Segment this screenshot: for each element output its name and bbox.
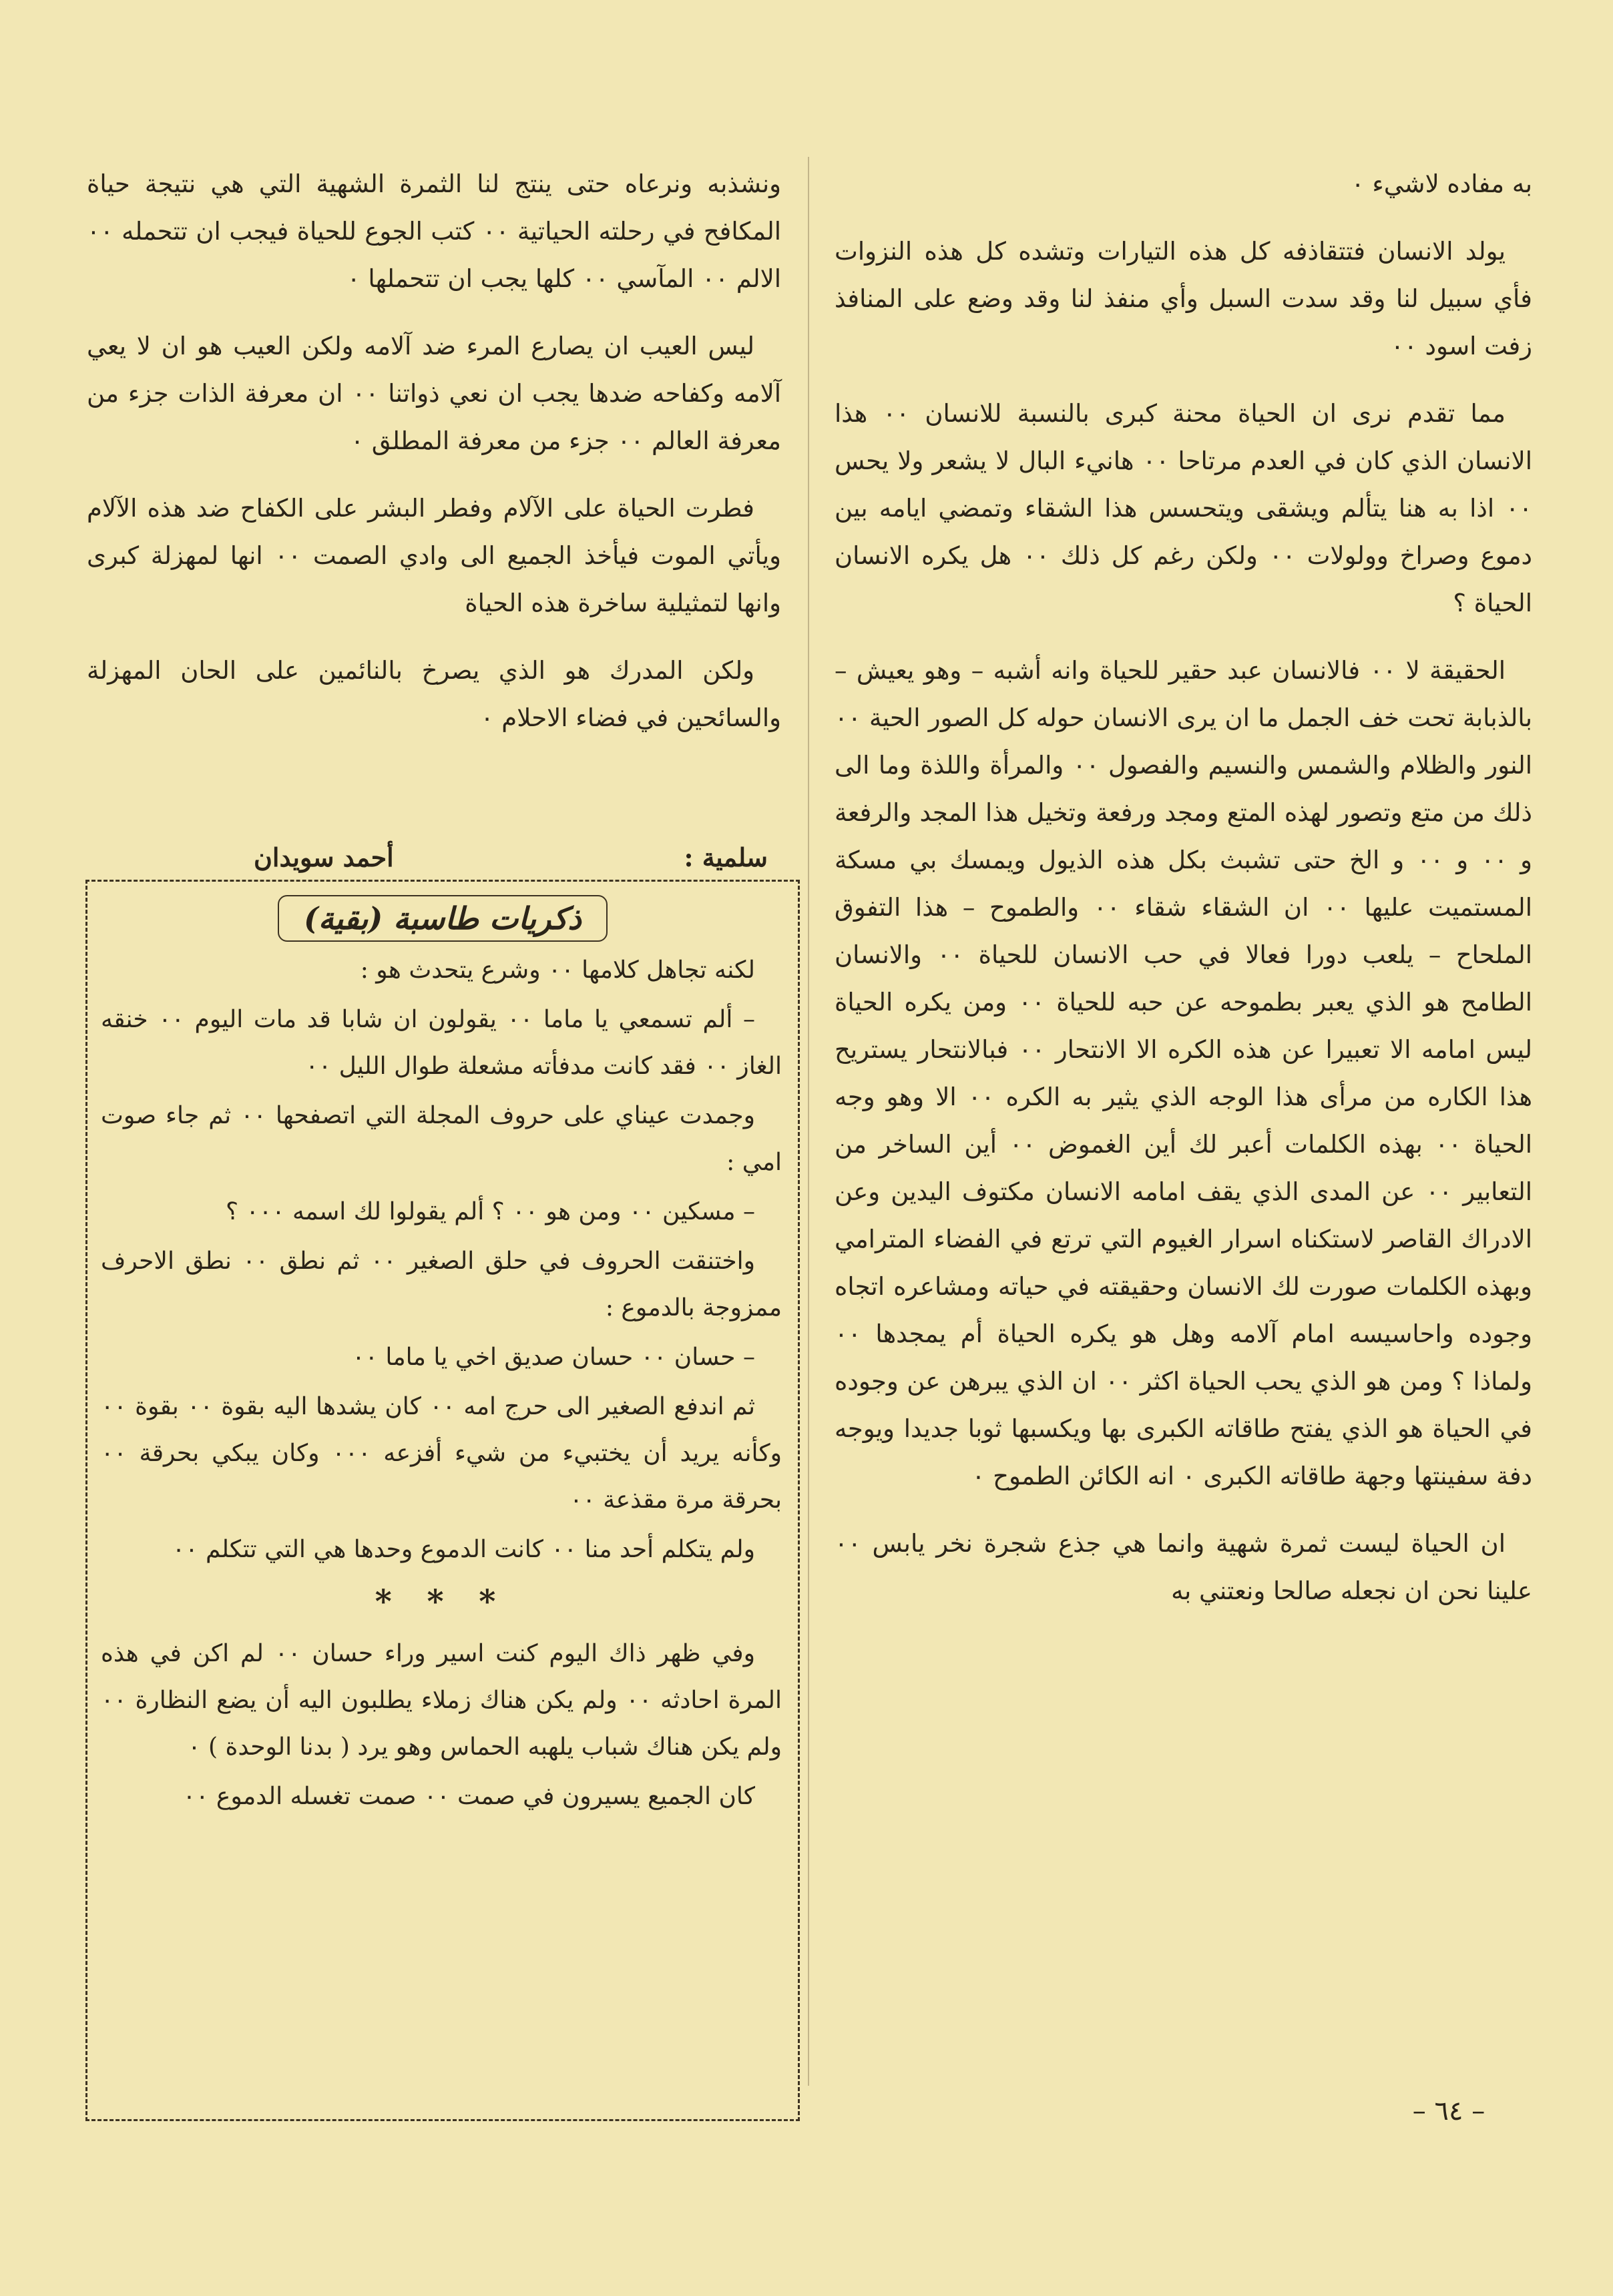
story-paragraph: – ألم تسمعي يا ماما ٠٠ يقولون ان شابا قد مات اليوم ٠٠ خنقه الغاز ٠٠ فقد كانت مدفأته مشعلة طوال الليل ٠٠: [101, 1006, 782, 1080]
paragraph: مما تقدم نرى ان الحياة محنة كبرى بالنسبة للانسان ٠٠ هذا الانسان الذي كان في العدم مرتاحا ٠٠ هانيء البال لا يشعر ولا يحس ٠٠ اذا به هنا يتألم ويشقى ويتحسس هذا الشقاء وتمضي ايامه بين دموع وصراخ وولولات ٠٠ ولكن رغم كل ذلك ٠٠ هل يكره الانسان الحياة ؟: [835, 399, 1532, 617]
paragraph: يولد الانسان فتتقاذفه كل هذه التيارات وتشده كل هذه النزوات فأي سبيل لنا وقد سدت السبل وأي منفذ لنا وقد وضع على المنافذ زفت اسود ٠٠: [835, 237, 1532, 360]
section-separator: * * *: [375, 1583, 508, 1621]
paragraph: فطرت الحياة على الآلام وفطر البشر على الكفاح ضد هذه الآلام ويأتي الموت فيأخذ الجميع الى وادي الصمت ٠٠ انها لمهزلة كبرى وانها لتمثيلية ساخرة هذه الحياة: [87, 494, 781, 617]
paragraph: به مفاده لاشيء ٠: [1351, 170, 1532, 198]
paragraph: ولكن المدرك هو الذي يصرخ بالنائمين على الحان المهزلة والسائحين في فضاء الاحلام ٠: [87, 656, 781, 732]
signature-place: سلمية :: [684, 842, 768, 872]
story-paragraph: – مسكين ٠٠ ومن هو ٠٠ ؟ ألم يقولوا لك اسمه ٠٠٠ ؟: [225, 1198, 755, 1225]
article-signature: [87, 842, 781, 882]
story-paragraph: وجمدت عيناي على حروف المجلة التي اتصفحها ٠٠ ثم جاء صوت امي :: [101, 1102, 782, 1176]
paragraph: ان الحياة ليست ثمرة شهية وانما هي جذع شجرة نخر يابس ٠٠ علينا نحن ان نجعله صالحا ونعتني به: [835, 1529, 1532, 1605]
right-column: [835, 160, 1532, 1635]
left-column: [87, 160, 781, 762]
story-paragraph: وفي ظهر ذاك اليوم كنت اسير وراء حسان ٠٠ لم اكن في هذه المرة احادثه ٠٠ ولم يكن هناك زملاء يطلبون اليه أن يضع النظارة ٠٠ ولم يكن هناك شباب يلهبه الحماس وهو يرد ( بدنا الوحدة ) ٠: [101, 1640, 782, 1761]
story-paragraph: – حسان ٠٠ حسان صديق اخي يا ماما ٠٠: [352, 1344, 755, 1371]
story-paragraph: ثم اندفع الصغير الى حرج امه ٠٠ كان يشدها اليه بقوة ٠٠ بقوة ٠٠ وكأنه يريد أن يختبيء من شيء أفزعه ٠٠٠ وكان يبكي بحرقة ٠٠ بحرقة مرة مقذعة ٠٠: [101, 1393, 782, 1514]
story-paragraph: لكنه تجاهل كلامها ٠٠ وشرع يتحدث هو :: [360, 956, 755, 984]
page-number: – ٦٤ –: [1412, 2096, 1485, 2126]
story-paragraph: ولم يتكلم أحد منا ٠٠ كانت الدموع وحدها هي التي تتكلم ٠٠: [172, 1536, 755, 1563]
story-body: [87, 947, 798, 1820]
story-paragraph: واختنقت الحروف في حلق الصغير ٠٠ ثم نطق ٠٠ نطق الاحرف ممزوجة بالدموع :: [101, 1247, 782, 1322]
column-divider: [808, 157, 809, 2086]
paragraph: ونشذبه ونرعاه حتى ينتج لنا الثمرة الشهية التي هي نتيجة حياة المكافح في رحلته الحياتية ٠٠ كتب الجوع للحياة فيجب ان تتحمله ٠٠ الالم ٠٠ المآسي ٠٠ كلها يجب ان تتحملها ٠: [87, 170, 781, 293]
story-box: [85, 880, 800, 2121]
paragraph: الحقيقة لا ٠٠ فالانسان عبد حقير للحياة وانه أشبه – وهو يعيش – بالذبابة تحت خف الجمل ما ان يرى الانسان حوله كل الصور الحية ٠٠ النور والظلام والشمس والنسيم والفصول ٠٠ والمرأة واللذة وما الى ذلك من متع وتصور لهذه المتع ومجد ورفعة وتخيل هذا المجد والرفعة و ٠٠ و ٠٠ و الخ حتى تشبث بكل هذه الذيول ويمسك بي مسكة المستميت عليها ٠٠ ان الشقاء شقاء ٠٠ والطموح – هذا التفوق الملحاح – يلعب دورا فعالا في حب الانسان للحياة ٠٠ والانسان الطامح هو الذي يعبر بطموحه عن حبه للحياة ٠٠ ومن يكره الحياة ليس امامه الا تعبيرا عن هذه الكره الا الانتحار ٠٠ فبالانتحار يستريح هذا الكاره من مرأى هذا الوجه الذي يثير به الكره ٠٠ الا وهو وجه الحياة ٠٠ بهذه الكلمات أعبر لك أين الغموض ٠٠ أين الساخر من التعابير ٠٠ عن المدى الذي يقف امامه الانسان مكتوف اليدين وعن الادراك القاصر لاستكناه اسرار الغيوم التي ترتع في الفضاء المترامي وبهذه الكلمات صورت لك الانسان وحقيقته في حياته ومشاعره اتجاه وجوده واحاسيسه امام آلامه وهل هو يكره الحياة أم يمجدها ٠٠ ولماذا ؟ ومن هو الذي يحب الحياة اكثر ٠٠ ان الذي يبرهن عن وجوده في الحياة هو الذي يفتح طاقاته الكبرى بها ويكسبها ثوبا جديدا ويوجه دفة سفينتها وجهة طاقاته الكبرى ٠ انه الكائن الطموح ٠: [835, 656, 1533, 1490]
signature-author: أحمد سويدان: [254, 842, 394, 872]
paragraph: ليس العيب ان يصارع المرء ضد آلامه ولكن العيب هو ان لا يعي آلامه وكفاحه ضدها يجب ان نعي ذواتنا ٠٠ ان معرفة الذات جزء من معرفة العالم ٠٠ جزء من معرفة المطلق ٠: [87, 332, 781, 455]
story-title: ذكريات طاسبة (بقية): [278, 895, 608, 942]
story-paragraph: كان الجميع يسيرون في صمت ٠٠ صمت تغسله الدموع ٠٠: [182, 1783, 755, 1810]
